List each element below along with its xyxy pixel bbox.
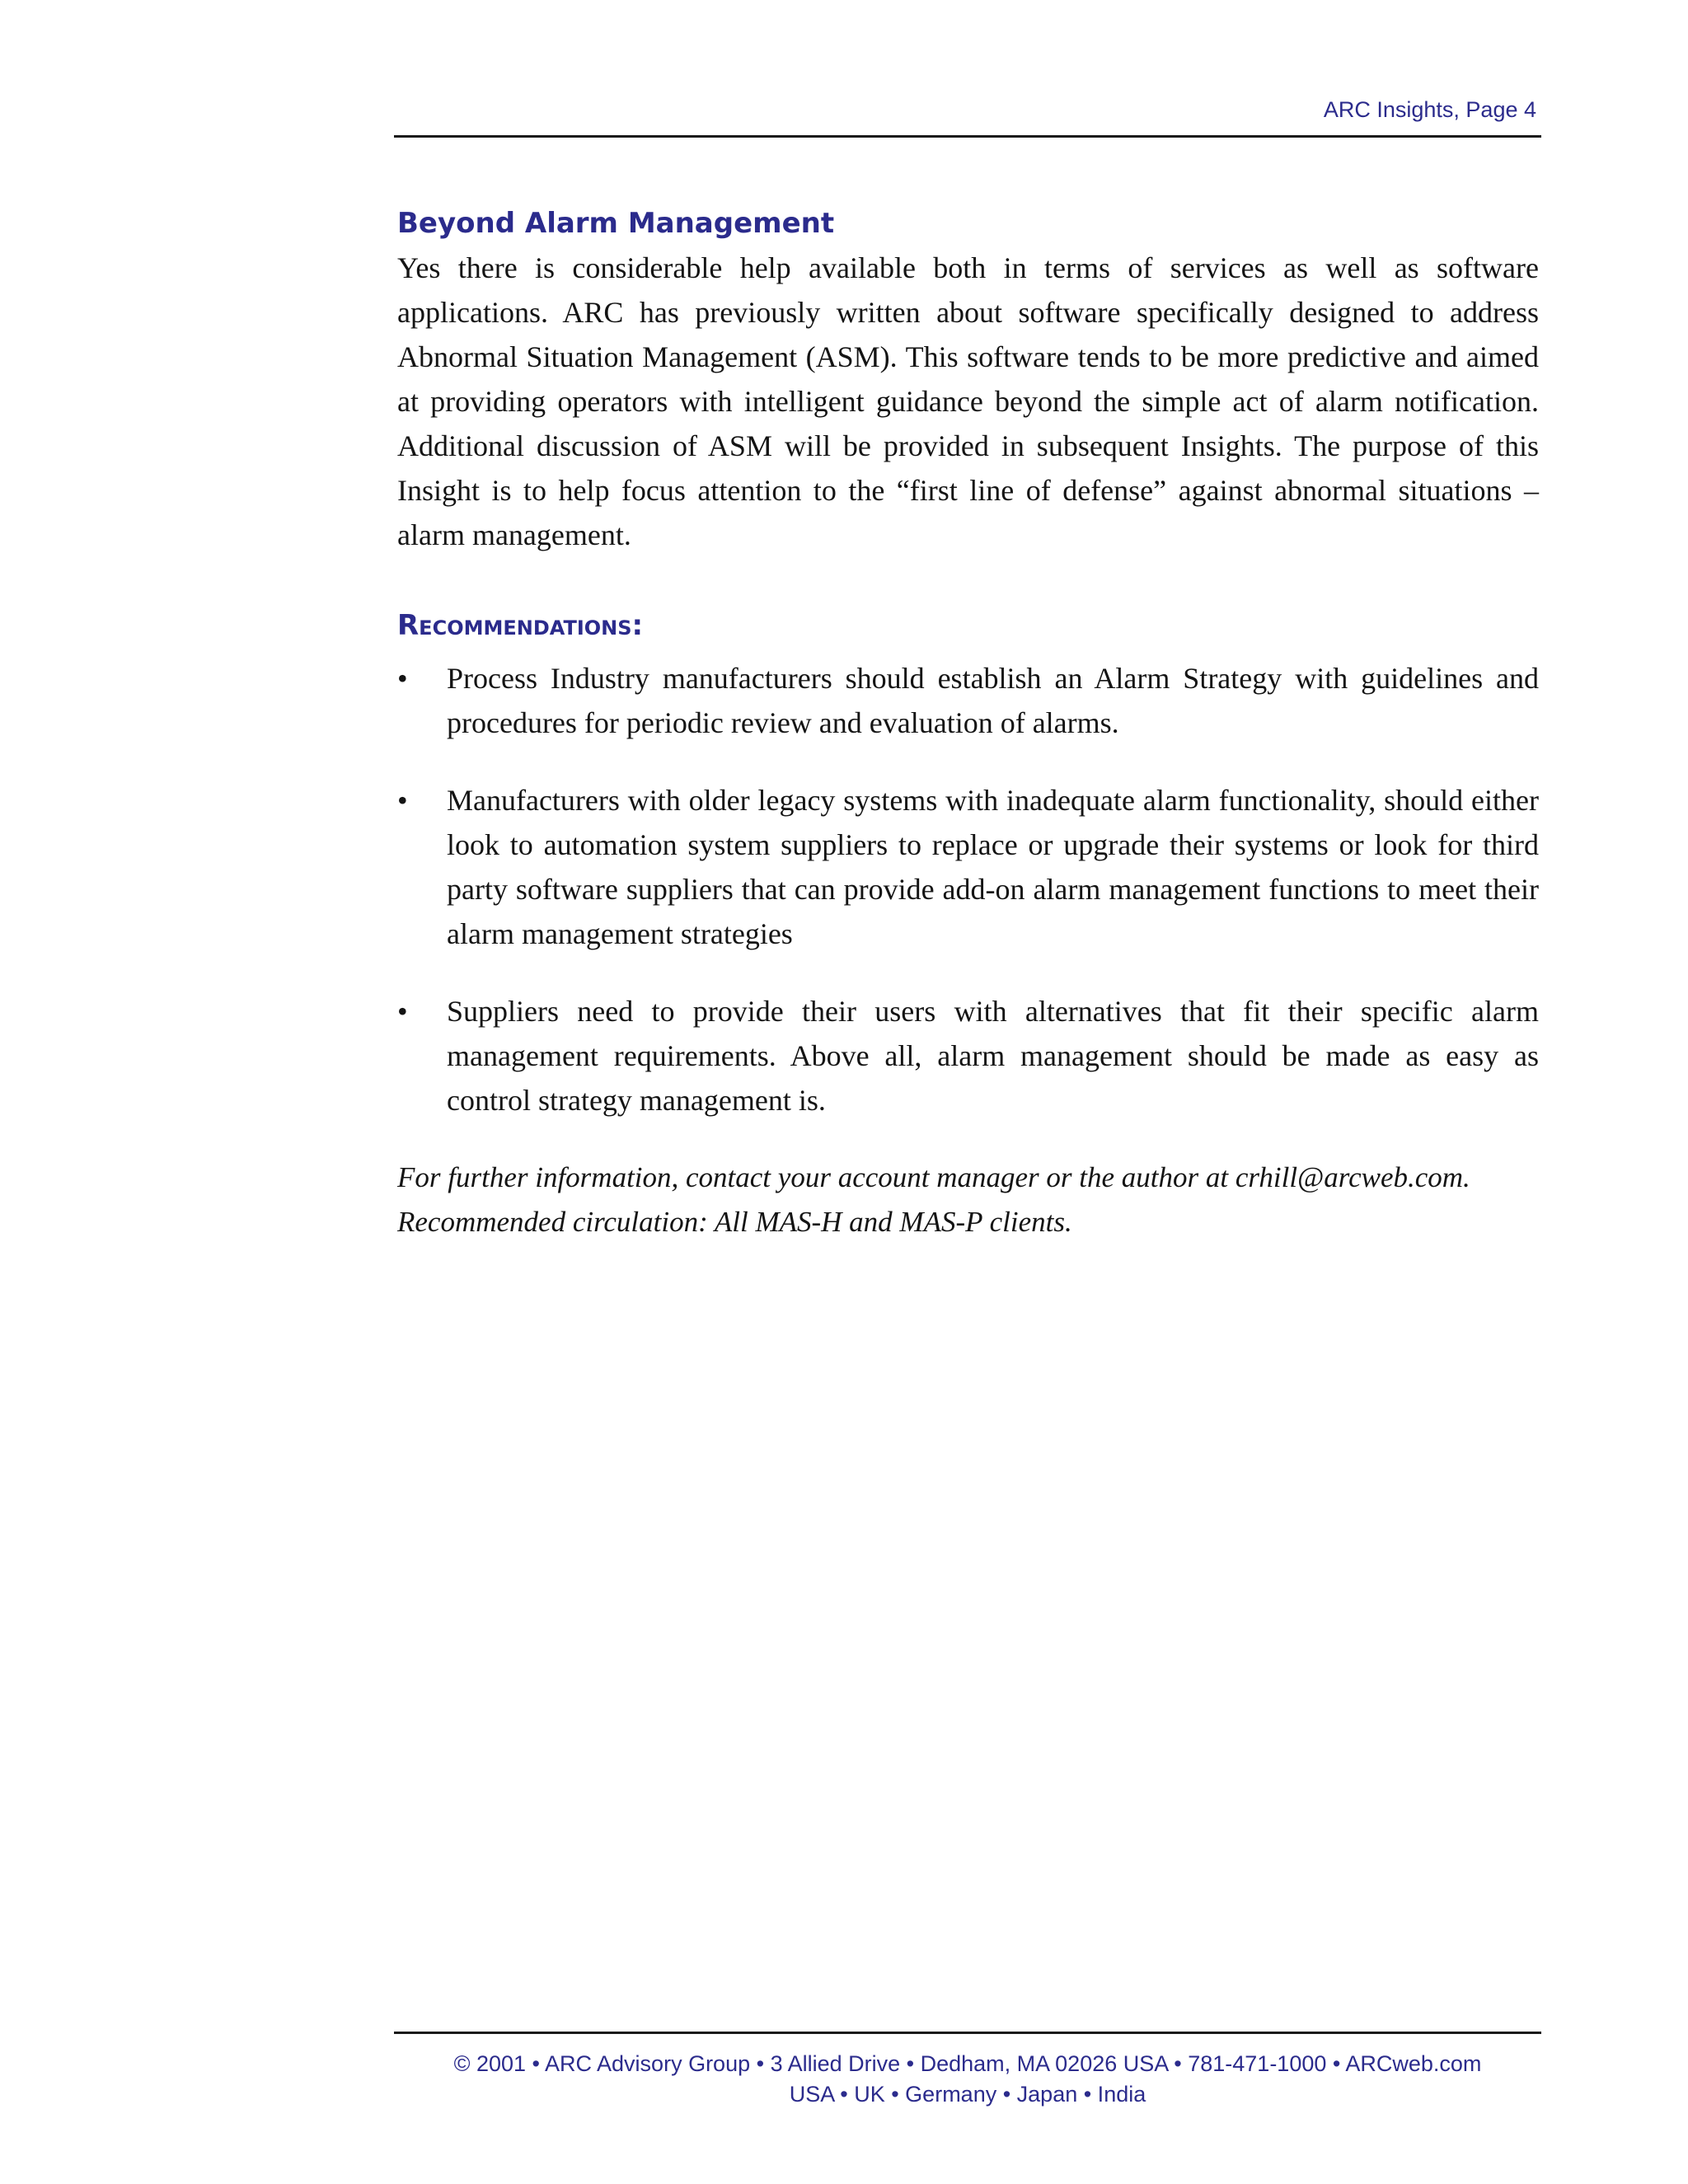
recommendations-heading: Recommendations: — [397, 609, 644, 642]
section-title: Beyond Alarm Management — [397, 207, 835, 240]
body-paragraph: Yes there is considerable help available both in terms of services as well as software applications. ARC has previously written about software specifically designed to address Abnormal Situation Management (ASM). This software tends to be more predictive and aimed at providing operators with intelligent guidance beyond the simple act of alarm notification. Additional discussion of ASM will be provided in subsequent Insights. The purpose of this Insight is to help focus attention to the “first line of defense” against abnormal situations – alarm management. — [397, 251, 1539, 551]
recommendations-list — [397, 656, 1539, 1122]
bullet-icon: • — [397, 784, 408, 817]
footer-countries: USA • UK • Germany • Japan • India — [789, 2082, 1146, 2107]
page-content — [397, 201, 1539, 1244]
footer-address: © 2001 • ARC Advisory Group • 3 Allied Drive • Dedham, MA 02026 USA • 781-471-1000 • ARCweb.com — [453, 2051, 1482, 2076]
list-item — [397, 656, 1539, 745]
contact-info: For further information, contact your account manager or the author at crhill@arcweb.com. — [397, 1161, 1470, 1193]
bullet-icon: • — [397, 995, 408, 1028]
list-item — [397, 989, 1539, 1122]
page-header — [394, 97, 1541, 138]
bullet-icon: • — [397, 662, 408, 695]
recommendation-text: Process Industry manufacturers should establish an Alarm Strategy with guidelines and procedures for periodic review and evaluation of alarms. — [447, 662, 1539, 739]
circulation-info: Recommended circulation: All MAS-H and MAS-P clients. — [397, 1206, 1072, 1238]
page-number-label: ARC Insights, Page 4 — [1323, 97, 1536, 122]
page-footer — [394, 2032, 1541, 2110]
list-item — [397, 778, 1539, 956]
recommendation-text: Suppliers need to provide their users with alternatives that fit their specific alarm management requirements. Above all, alarm management should be made as easy as control strategy management is. — [447, 995, 1539, 1117]
recommendation-text: Manufacturers with older legacy systems with inadequate alarm functionality, should either look to automation system suppliers to replace or upgrade their systems or look for third party software suppliers that can provide add-on alarm management functions to meet their alarm management strategies — [447, 784, 1539, 950]
